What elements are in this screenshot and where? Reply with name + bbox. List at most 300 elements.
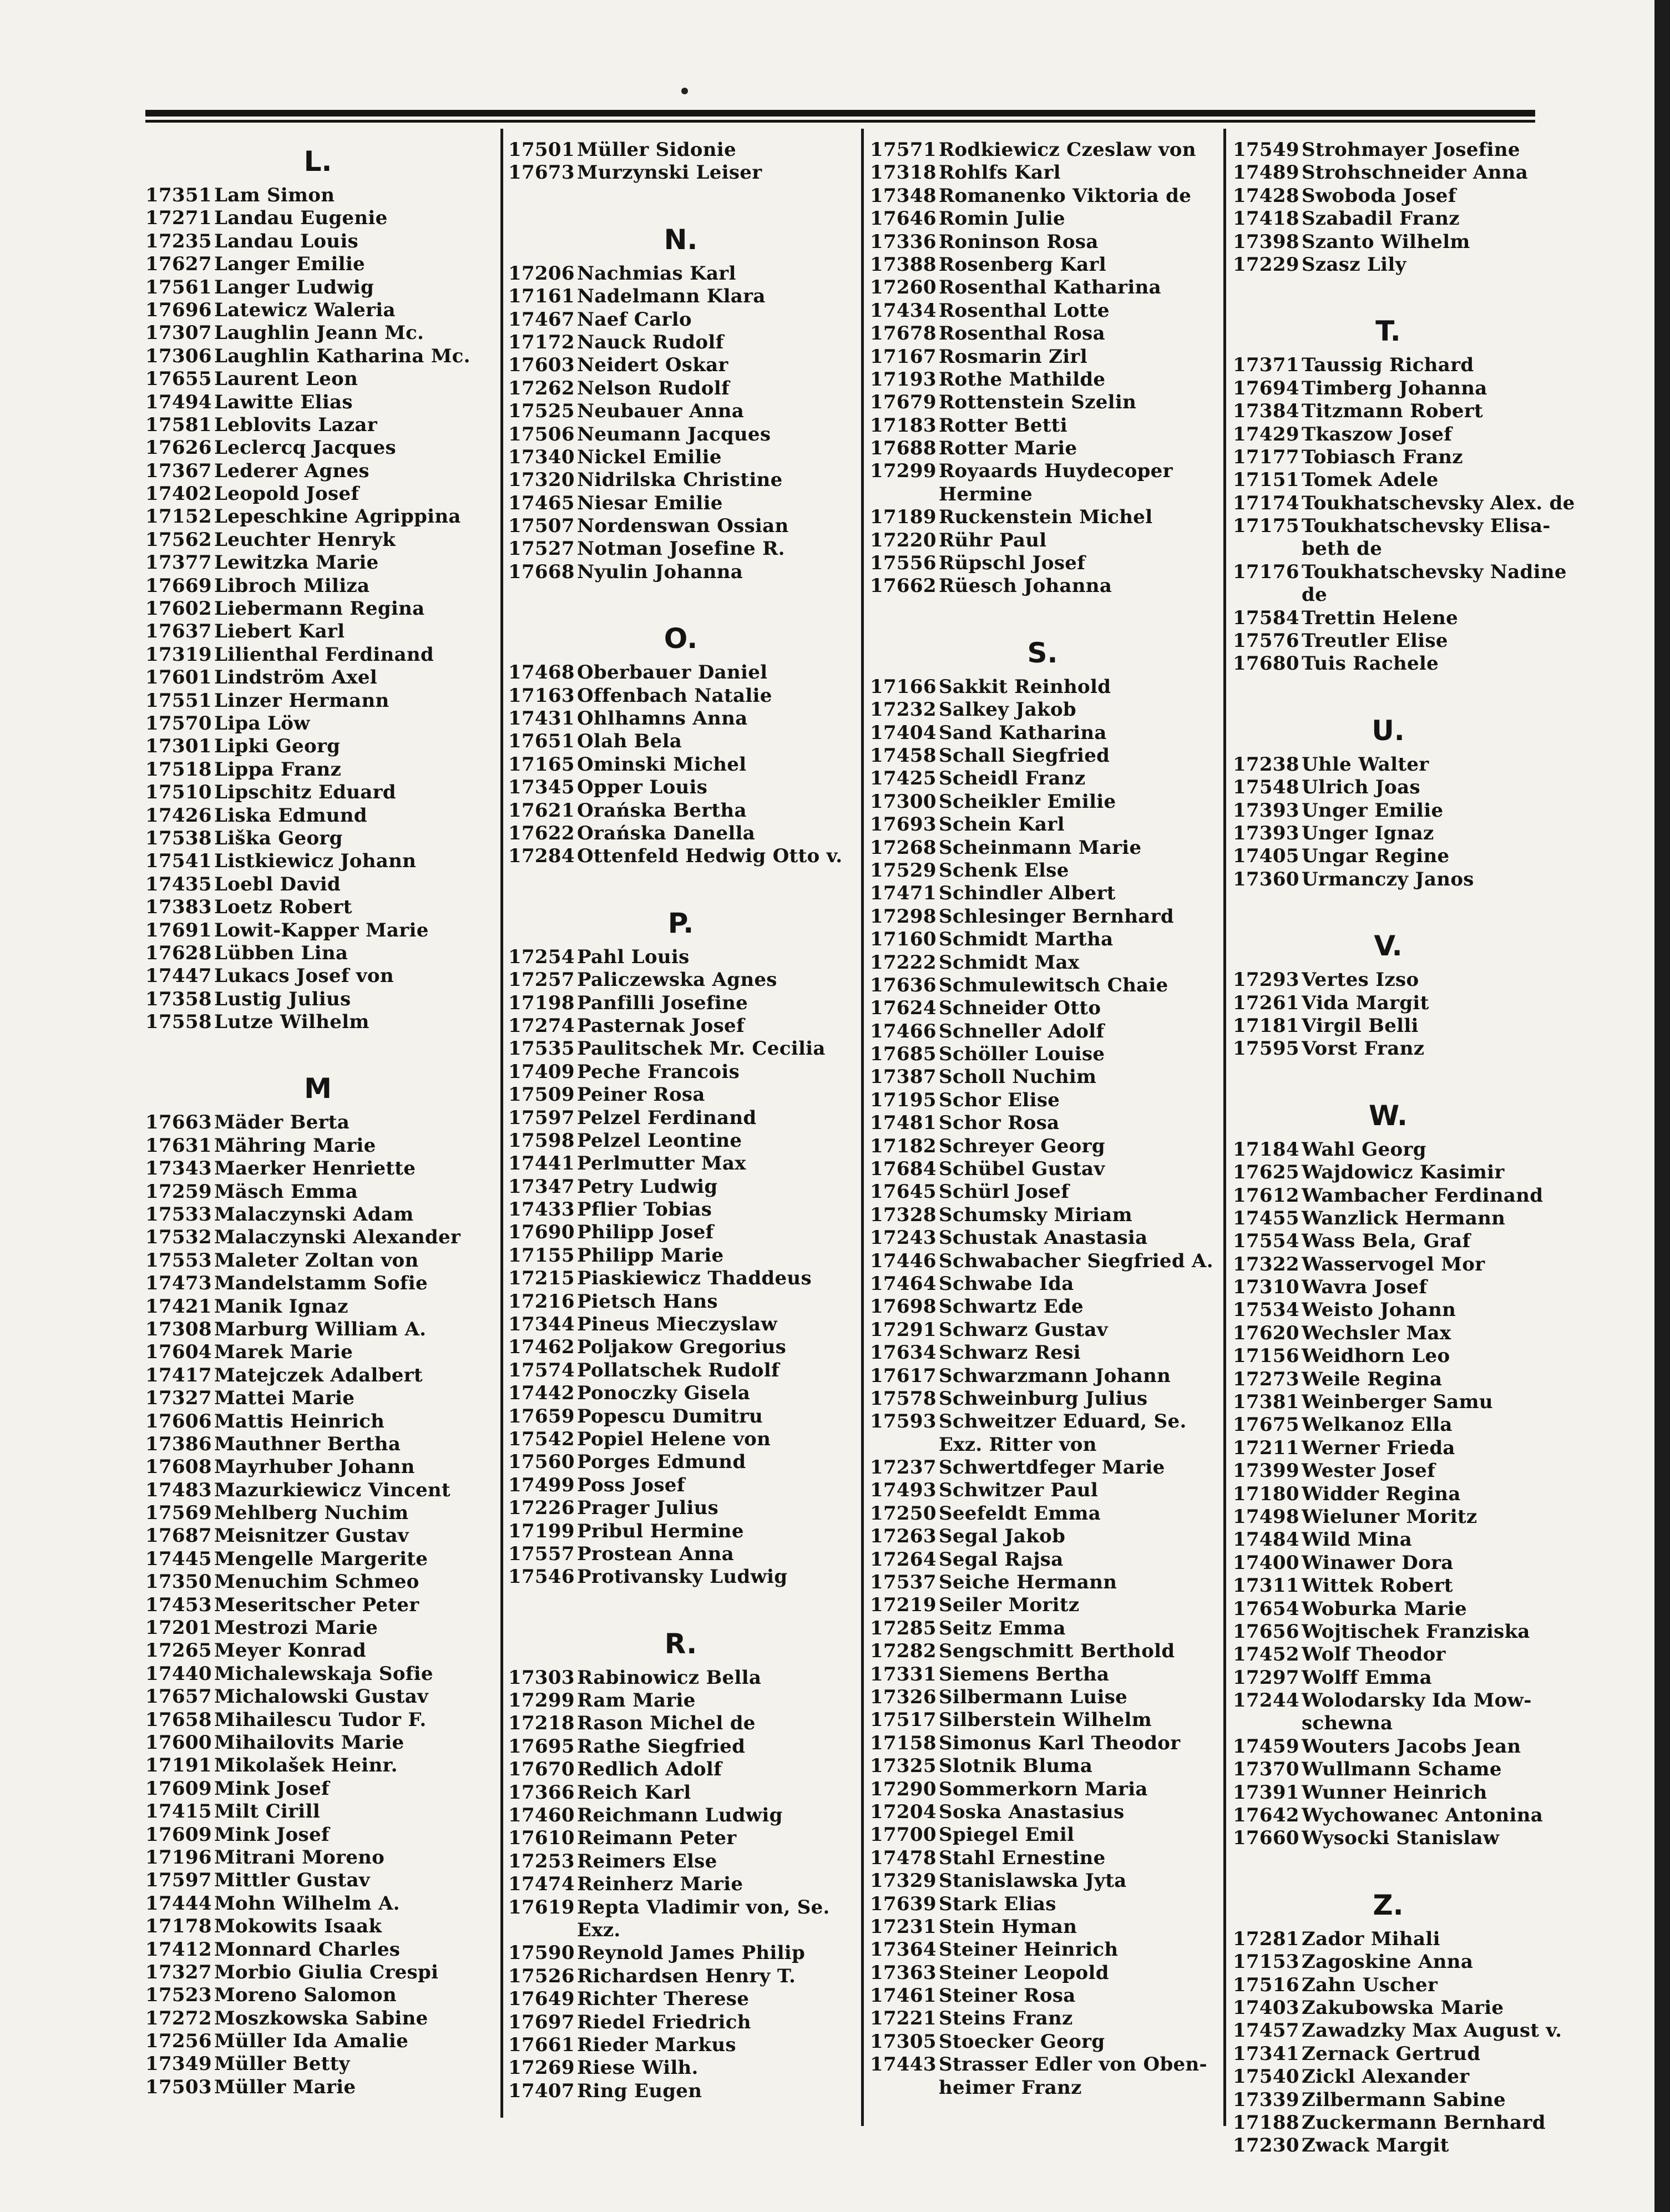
entry-number: 17371 bbox=[1233, 354, 1299, 377]
list-item bbox=[870, 139, 1215, 161]
entry-name: Lipki Georg bbox=[214, 735, 341, 758]
entry-name: Schwarz Resi bbox=[939, 1342, 1081, 1364]
entry-number: 17466 bbox=[870, 1020, 937, 1042]
entry-number: 17363 bbox=[870, 1961, 937, 1984]
entry-number: 17218 bbox=[508, 1712, 575, 1735]
entry-name: Slotnik Bluma bbox=[939, 1755, 1093, 1778]
entry-number: 17458 bbox=[870, 744, 937, 767]
list-item bbox=[870, 1273, 1215, 1295]
entry-number: 17698 bbox=[870, 1295, 937, 1318]
entry-number: 17540 bbox=[1233, 2066, 1299, 2088]
list-item bbox=[1233, 1552, 1544, 1575]
entry-number: 17421 bbox=[145, 1295, 212, 1318]
entry-name: Neumann Jacques bbox=[577, 423, 771, 446]
entry-number: 17499 bbox=[508, 1474, 575, 1496]
entry-number: 17625 bbox=[1233, 1161, 1299, 1184]
entry-name: Pflier Tobias bbox=[577, 1198, 712, 1221]
entry-name: Mäsch Emma bbox=[214, 1180, 358, 1203]
list-item bbox=[145, 1295, 490, 1318]
entry-number: 17393 bbox=[1233, 799, 1299, 822]
list-item bbox=[145, 2030, 490, 2053]
list-item bbox=[1233, 1483, 1544, 1506]
entry-name: Stanislawska Jyta bbox=[939, 1870, 1127, 1892]
entry-number: 17183 bbox=[870, 414, 937, 437]
list-item bbox=[508, 1451, 853, 1474]
entry-number: 17435 bbox=[145, 873, 212, 895]
list-item bbox=[508, 1176, 853, 1198]
section-heading: L. bbox=[303, 145, 332, 178]
entry-name: Mohn Wilhelm A. bbox=[214, 1892, 400, 1915]
list-item bbox=[508, 2080, 853, 2103]
entry-name: Lederer Agnes bbox=[214, 459, 370, 482]
entry-name: Neidert Oskar bbox=[577, 354, 728, 377]
entry-number: 17166 bbox=[870, 675, 937, 698]
entry-name: Salkey Jakob bbox=[939, 698, 1077, 721]
list-item bbox=[508, 1758, 853, 1781]
entry-number: 17604 bbox=[145, 1341, 212, 1364]
entry-number: 17272 bbox=[145, 2007, 212, 2029]
entry-name: Zilbermann Sabine bbox=[1302, 2088, 1506, 2111]
entry-name: Steiner Rosa bbox=[939, 1985, 1076, 2007]
entry-name: Timberg Johanna bbox=[1302, 377, 1487, 399]
entry-name: Ram Marie bbox=[577, 1689, 696, 1712]
entry-number: 17180 bbox=[1233, 1482, 1299, 1505]
list-item bbox=[508, 423, 853, 446]
entry-name: Lewitzka Marie bbox=[214, 551, 379, 574]
entry-number: 17646 bbox=[870, 207, 937, 230]
entry-name: Ungar Regine bbox=[1302, 845, 1450, 868]
list-item bbox=[145, 253, 490, 276]
entry-name: Rosenthal Lotte bbox=[939, 299, 1110, 322]
entry-name: Titzmann Robert bbox=[1302, 400, 1483, 423]
list-item bbox=[145, 988, 490, 1011]
entry-number: 17467 bbox=[508, 308, 575, 331]
list-item bbox=[508, 1474, 853, 1497]
entry-number: 17654 bbox=[1233, 1597, 1299, 1620]
entry-name: Schor Elise bbox=[939, 1089, 1060, 1111]
list-item bbox=[508, 2034, 853, 2057]
entry-number: 17226 bbox=[508, 1497, 575, 1520]
list-item bbox=[145, 207, 490, 230]
entry-name: Moreno Salomon bbox=[214, 1984, 397, 2007]
entry-number: 17624 bbox=[870, 997, 937, 1020]
entry-number: 17306 bbox=[145, 345, 212, 367]
list-item bbox=[508, 1896, 853, 1919]
entry-name: Schwitzer Paul bbox=[939, 1479, 1099, 1502]
entry-name: Ring Eugen bbox=[577, 2079, 702, 2102]
list-item bbox=[870, 1686, 1215, 1709]
list-item bbox=[1233, 254, 1544, 276]
list-item bbox=[1233, 446, 1544, 469]
entry-name: Vertes Izso bbox=[1302, 969, 1419, 991]
list-item bbox=[1233, 1974, 1544, 1997]
entry-name: Nelson Rudolf bbox=[577, 377, 730, 399]
entry-name: Pribul Hermine bbox=[577, 1520, 744, 1542]
entry-number: 17285 bbox=[870, 1617, 937, 1639]
entry-number: 17537 bbox=[870, 1571, 937, 1594]
entry-name: Libroch Miliza bbox=[214, 574, 370, 597]
entry-name: Stein Hyman bbox=[939, 1915, 1077, 1938]
entry-number: 17367 bbox=[145, 459, 212, 482]
entry-name: Sommerkorn Maria bbox=[939, 1778, 1148, 1800]
entry-number: 17403 bbox=[1233, 1997, 1299, 2019]
list-item bbox=[145, 620, 490, 643]
list-item bbox=[508, 400, 853, 423]
page-mark bbox=[681, 88, 688, 94]
entry-name: Schübel Gustav bbox=[939, 1158, 1105, 1181]
entry-number: 17553 bbox=[145, 1249, 212, 1272]
entry-name: Wolf Theodor bbox=[1302, 1643, 1446, 1666]
entry-number: 17523 bbox=[145, 1984, 212, 2007]
entry-number: 17431 bbox=[508, 707, 575, 730]
entry-number: 17402 bbox=[145, 483, 212, 505]
entry-number: 17518 bbox=[145, 758, 212, 781]
entry-name: Landau Louis bbox=[214, 230, 358, 252]
entry-number: 17151 bbox=[1233, 469, 1299, 492]
entry-number: 17636 bbox=[870, 974, 937, 996]
list-item bbox=[145, 827, 490, 850]
list-item bbox=[145, 1594, 490, 1617]
entry-name: Mink Josef bbox=[214, 1777, 330, 1800]
entry-number: 17305 bbox=[870, 2030, 937, 2053]
list-item bbox=[1233, 207, 1544, 230]
list-item bbox=[870, 1617, 1215, 1640]
entry-number: 17656 bbox=[1233, 1620, 1299, 1643]
entry-name: Rüesch Johanna bbox=[939, 575, 1112, 598]
entry-number: 17405 bbox=[1233, 845, 1299, 868]
entry-number: 17619 bbox=[508, 1896, 575, 1919]
section-gap bbox=[1233, 1061, 1544, 1093]
list-item bbox=[870, 1502, 1215, 1525]
entry-name: Panfilli Josefine bbox=[577, 991, 748, 1014]
list-item bbox=[1233, 1781, 1544, 1804]
entry-name: Schneller Adolf bbox=[939, 1020, 1105, 1042]
entry-number: 17561 bbox=[145, 276, 212, 298]
entry-name: Toukhatschevsky Alex. de bbox=[1302, 492, 1575, 514]
entry-name: Wanzlick Hermann bbox=[1302, 1207, 1506, 1229]
column-1 bbox=[145, 139, 490, 2099]
entry-number: 17344 bbox=[508, 1313, 575, 1336]
entry-name: Reimers Else bbox=[577, 1850, 717, 1872]
entry-number: 17384 bbox=[1233, 400, 1299, 423]
list-item bbox=[1233, 2134, 1544, 2157]
entry-number: 17260 bbox=[870, 276, 937, 299]
list-item bbox=[870, 552, 1215, 575]
entry-number: 17687 bbox=[145, 1525, 212, 1547]
section-gap bbox=[508, 868, 853, 900]
list-item bbox=[870, 1089, 1215, 1112]
list-item bbox=[1233, 354, 1544, 377]
entry-name: Nidrilska Christine bbox=[577, 469, 783, 492]
entry-name: Schmidt Max bbox=[939, 951, 1080, 974]
list-item bbox=[145, 712, 490, 735]
entry-number: 17628 bbox=[145, 942, 212, 964]
entry-name: Schürl Josef bbox=[939, 1181, 1070, 1203]
entry-number: 17684 bbox=[870, 1158, 937, 1181]
entry-name: Romanenko Viktoria de bbox=[939, 184, 1192, 207]
entry-number: 17184 bbox=[1233, 1138, 1299, 1161]
list-item bbox=[870, 1158, 1215, 1181]
entry-name: Schindler Albert bbox=[939, 882, 1116, 905]
entry-name: Seitz Emma bbox=[939, 1617, 1066, 1639]
entry-name: Leclercq Jacques bbox=[214, 437, 396, 459]
entry-name: Nordenswan Ossian bbox=[577, 515, 789, 538]
entry-name: Uhle Walter bbox=[1302, 753, 1429, 776]
list-item bbox=[1233, 1037, 1544, 1060]
entry-number: 17407 bbox=[508, 2079, 575, 2102]
list-item bbox=[145, 276, 490, 299]
entry-name: Szanto Wilhelm bbox=[1302, 230, 1470, 253]
entry-number: 17284 bbox=[508, 845, 575, 868]
page-edge bbox=[1654, 0, 1670, 2212]
entry-name: Rottenstein Szelin bbox=[939, 391, 1137, 414]
entry-number: 17409 bbox=[508, 1060, 575, 1083]
list-item bbox=[870, 1548, 1215, 1571]
entry-name: Wouters Jacobs Jean bbox=[1302, 1735, 1521, 1758]
entry-number: 17442 bbox=[508, 1382, 575, 1405]
section-heading: O. bbox=[664, 622, 698, 655]
list-item bbox=[870, 1112, 1215, 1135]
list-item bbox=[1233, 1621, 1544, 1643]
entry-number: 17393 bbox=[1233, 822, 1299, 844]
entry-number: 17347 bbox=[508, 1175, 575, 1198]
list-item bbox=[870, 346, 1215, 368]
entry-name: Vida Margit bbox=[1302, 991, 1429, 1014]
entry-number: 17663 bbox=[145, 1111, 212, 1134]
list-item bbox=[145, 1433, 490, 1456]
entry-number: 17303 bbox=[508, 1666, 575, 1689]
list-item bbox=[870, 676, 1215, 698]
list-item bbox=[870, 1824, 1215, 1846]
entry-name: Philipp Marie bbox=[577, 1244, 724, 1267]
list-item bbox=[870, 368, 1215, 391]
list-item bbox=[508, 1988, 853, 2011]
entry-number: 17509 bbox=[508, 1084, 575, 1106]
entry-number: 17494 bbox=[145, 391, 212, 413]
entry-name: Mokowits Isaak bbox=[214, 1915, 382, 1938]
list-item bbox=[870, 1204, 1215, 1227]
entry-name: Lawitte Elias bbox=[214, 391, 353, 413]
entry-name: Nyulin Johanna bbox=[577, 560, 743, 583]
list-item bbox=[508, 354, 853, 377]
list-item bbox=[1233, 185, 1544, 207]
entry-name: Wester Josef bbox=[1302, 1460, 1436, 1482]
entry-name: Weinberger Samu bbox=[1302, 1391, 1493, 1414]
list-item bbox=[870, 322, 1215, 345]
entry-name: Moszkowska Sabine bbox=[214, 2007, 428, 2029]
list-item bbox=[870, 391, 1215, 414]
entry-name: Schenk Else bbox=[939, 859, 1069, 882]
entry-number: 17562 bbox=[145, 528, 212, 551]
list-item bbox=[1233, 2019, 1562, 2042]
list-item bbox=[145, 896, 490, 919]
entry-number: 17590 bbox=[508, 1942, 575, 1965]
entry-name: Rühr Paul bbox=[939, 529, 1047, 551]
list-item bbox=[870, 1456, 1215, 1479]
entry-name: Rosenberg Karl bbox=[939, 253, 1106, 276]
entry-number: 17471 bbox=[870, 882, 937, 905]
entry-number: 17364 bbox=[870, 1938, 937, 1961]
list-item bbox=[145, 230, 490, 253]
entry-number: 17670 bbox=[508, 1758, 575, 1781]
list-item bbox=[508, 538, 853, 560]
entry-name: Wunner Heinrich bbox=[1302, 1781, 1487, 1804]
entry-name: Rüpschl Josef bbox=[939, 552, 1086, 575]
list-item bbox=[508, 2057, 853, 2079]
entry-name: Schumsky Miriam bbox=[939, 1203, 1132, 1226]
entry-name: Lipa Löw bbox=[214, 712, 310, 735]
list-item bbox=[508, 1290, 853, 1313]
entry-number: 17606 bbox=[145, 1410, 212, 1433]
entry-number: 17340 bbox=[508, 446, 575, 468]
entry-number: 17383 bbox=[145, 896, 212, 919]
entry-name: Loebl David bbox=[214, 873, 341, 895]
entry-name: Seiche Hermann bbox=[939, 1571, 1117, 1594]
entry-number: 17271 bbox=[145, 207, 212, 230]
entry-name: Nickel Emilie bbox=[577, 446, 722, 468]
entry-number: 17257 bbox=[508, 969, 575, 991]
list-item bbox=[870, 1778, 1215, 1801]
list-item bbox=[145, 1732, 490, 1754]
list-item bbox=[1233, 1928, 1544, 1951]
entry-name: Monnard Charles bbox=[214, 1938, 401, 1961]
entry-number: 17501 bbox=[508, 139, 575, 161]
entry-name: Rothe Mathilde bbox=[939, 368, 1106, 391]
entry-number: 17250 bbox=[870, 1502, 937, 1525]
entry-name: Rason Michel de bbox=[577, 1712, 756, 1735]
list-item bbox=[1233, 1185, 1544, 1207]
entry-continuation: Exz. bbox=[577, 1919, 621, 1941]
entry-name: Prager Julius bbox=[577, 1497, 719, 1520]
entry-number: 17603 bbox=[508, 354, 575, 377]
entry-number: 17298 bbox=[870, 905, 937, 928]
entry-number: 17328 bbox=[870, 1203, 937, 1226]
list-item bbox=[508, 1107, 853, 1130]
entry-name: Reich Karl bbox=[577, 1781, 691, 1804]
entry-name: Mitrani Moreno bbox=[214, 1846, 385, 1869]
entry-name: Peiner Rosa bbox=[577, 1084, 705, 1106]
entry-name: Zwack Margit bbox=[1302, 2134, 1449, 2157]
entry-name: Scheidl Franz bbox=[939, 767, 1086, 790]
entry-name: Mihailovits Marie bbox=[214, 1732, 404, 1754]
entry-name: Schmidt Martha bbox=[939, 928, 1114, 951]
entry-number: 17538 bbox=[145, 827, 212, 849]
list-item bbox=[508, 799, 853, 822]
entry-number: 17465 bbox=[508, 492, 575, 514]
entry-name: Meseritscher Peter bbox=[214, 1593, 419, 1616]
entry-name: Scheikler Emilie bbox=[939, 790, 1116, 813]
list-item bbox=[508, 446, 853, 469]
entry-name: Liska Edmund bbox=[214, 804, 367, 827]
list-item bbox=[145, 575, 490, 598]
list-item bbox=[145, 758, 490, 781]
entry-number: 17673 bbox=[508, 161, 575, 184]
entry-number: 17661 bbox=[508, 2033, 575, 2056]
entry-name: Orańska Bertha bbox=[577, 799, 747, 822]
entry-name: Perlmutter Max bbox=[577, 1152, 746, 1175]
entry-name: Ohlhamns Anna bbox=[577, 707, 748, 730]
entry-continuation: schewna bbox=[1302, 1712, 1393, 1735]
list-item bbox=[870, 1571, 1215, 1594]
entry-name: Strohschneider Anna bbox=[1302, 161, 1529, 184]
entry-name: Niesar Emilie bbox=[577, 492, 723, 514]
entry-name: Offenbach Natalie bbox=[577, 684, 772, 707]
list-item bbox=[870, 1479, 1215, 1502]
entry-name: Popiel Helene von bbox=[577, 1428, 771, 1450]
entry-number: 17617 bbox=[870, 1364, 937, 1387]
entry-name: Schwabacher Siegfried A. bbox=[939, 1249, 1213, 1272]
entry-number: 17578 bbox=[870, 1387, 937, 1410]
list-item bbox=[1233, 1951, 1544, 1973]
entry-name: Schlesinger Bernhard bbox=[939, 905, 1174, 928]
entry-name: Poss Josef bbox=[577, 1474, 685, 1496]
list-item bbox=[508, 377, 853, 400]
entry-number: 17331 bbox=[870, 1663, 937, 1685]
list-item bbox=[870, 185, 1215, 207]
entry-name: Langer Emilie bbox=[214, 253, 365, 276]
entry-name: Wojtischek Franziska bbox=[1302, 1620, 1530, 1643]
entry-name: Mayrhuber Johann bbox=[214, 1456, 415, 1479]
entry-number: 17231 bbox=[870, 1915, 937, 1938]
list-item bbox=[870, 1732, 1215, 1755]
entry-number: 17459 bbox=[1233, 1735, 1299, 1758]
entry-number: 17510 bbox=[145, 781, 212, 804]
entry-name: Unger Ignaz bbox=[1302, 822, 1434, 844]
section-gap bbox=[508, 584, 853, 616]
section-heading: V. bbox=[1374, 930, 1403, 963]
list-item bbox=[1233, 1299, 1544, 1322]
entry-number: 17269 bbox=[508, 2057, 575, 2079]
list-item bbox=[870, 1985, 1215, 2007]
list-item bbox=[145, 414, 490, 437]
entry-name: Urmanczy Janos bbox=[1302, 868, 1474, 890]
entry-name: Reimann Peter bbox=[577, 1827, 737, 1850]
list-item bbox=[508, 822, 853, 845]
list-item bbox=[508, 1520, 853, 1543]
list-item bbox=[870, 1227, 1215, 1249]
list-item bbox=[1233, 1506, 1544, 1528]
list-item bbox=[145, 1203, 490, 1226]
list-item bbox=[145, 551, 490, 574]
entry-number: 17691 bbox=[145, 919, 212, 942]
entry-name: Prostean Anna bbox=[577, 1542, 734, 1565]
list-item bbox=[1233, 1230, 1544, 1253]
entry-name: Redlich Adolf bbox=[577, 1758, 722, 1781]
list-item bbox=[1233, 1643, 1544, 1666]
entry-name: Siemens Bertha bbox=[939, 1663, 1110, 1685]
column-divider bbox=[1223, 129, 1226, 2126]
entry-number: 17457 bbox=[1233, 2019, 1299, 2042]
entry-name: Protivansky Ludwig bbox=[577, 1566, 788, 1588]
entry-name: Romin Julie bbox=[939, 207, 1065, 230]
list-item bbox=[508, 992, 853, 1015]
list-item bbox=[1233, 492, 1575, 515]
entry-name: Rotter Betti bbox=[939, 414, 1068, 437]
list-item bbox=[870, 1020, 1215, 1043]
list-item bbox=[508, 561, 853, 584]
list-item bbox=[145, 1341, 490, 1364]
list-item bbox=[145, 1548, 490, 1571]
list-item bbox=[508, 1873, 853, 1896]
entry-name: Silbermann Luise bbox=[939, 1686, 1128, 1708]
section-gap bbox=[145, 1034, 490, 1066]
entry-number: 17481 bbox=[870, 1112, 937, 1135]
list-item bbox=[145, 1984, 490, 2007]
list-item bbox=[145, 1938, 490, 1961]
entry-number: 17281 bbox=[1233, 1927, 1299, 1950]
entry-number: 17433 bbox=[508, 1198, 575, 1221]
entry-number: 17462 bbox=[508, 1336, 575, 1359]
